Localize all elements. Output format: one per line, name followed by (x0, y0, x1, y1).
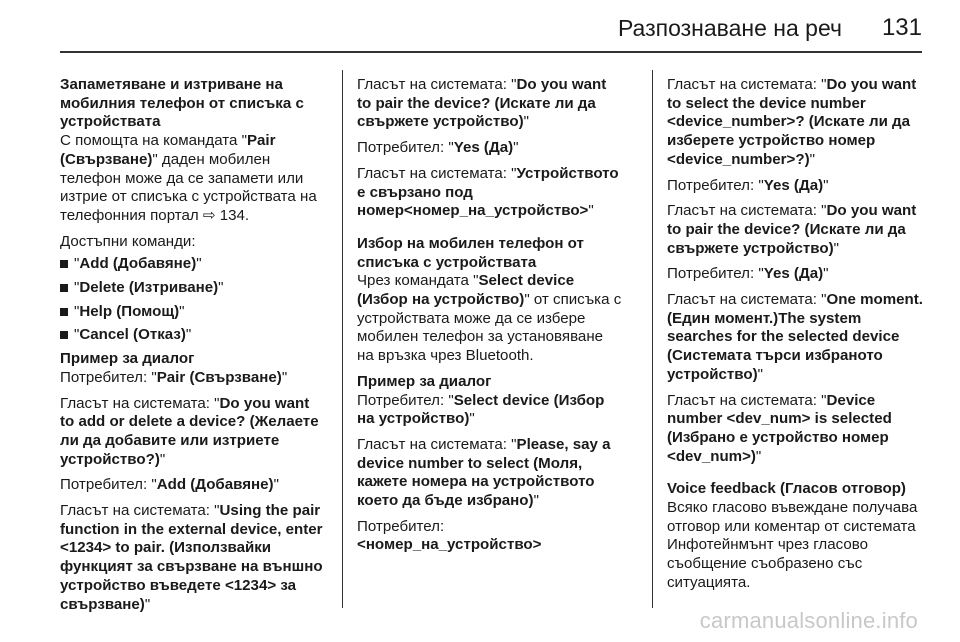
paragraph-voice-feedback: Всяко гласово въвеждане получава отговор или коментар от системата Инфотейнмънт чрез гласово съобщение съобразено със ситуацията. (667, 499, 918, 591)
bullet-icon (60, 260, 68, 268)
page-title: Разпознаване на реч (617, 15, 842, 41)
command: Delete (Изтриване) (79, 279, 219, 297)
commands-label: Достъпни команди: (60, 232, 196, 250)
dialog-line: Гласът на системата: "Do you want to select the device number <device_number>? (Искате ли да изберете устройство номер <device_number>?)" (667, 76, 917, 168)
command: Add (Добавяне) (79, 255, 197, 273)
command: Pair (Свързване) (60, 132, 276, 168)
section-heading-voice-feedback: Voice feedback (Гласов отговор) (667, 480, 906, 498)
page-number: 131 (881, 14, 922, 41)
dialog-line: Гласът на системата: "Device number <dev_num> is selected (Избрано е устройство номер <dev_num>)" (667, 391, 892, 465)
column-2 (357, 76, 623, 562)
text: С помощта на командата " (60, 132, 247, 150)
command: Help (Помощ) (79, 302, 180, 320)
dialog-line: Гласът на системата: "Please, say a device number to select (Моля, кажете номера на устройството което да бъде избрано)" (357, 435, 611, 510)
dialog-line: Гласът на системата: "One moment. (Един момент.)The system searches for the selected device (Системата търси избраното устройство)" (667, 291, 923, 383)
page-header (0, 0, 960, 52)
page-ref: 134. (215, 206, 250, 224)
example-heading: Пример за диалог (357, 372, 492, 390)
dialog-line: Потребител: "Select device (Избор на устройство)" (357, 391, 605, 428)
paragraph-pair (60, 132, 326, 226)
column-1 (60, 76, 326, 621)
bullet-icon (60, 284, 68, 292)
column-divider-2 (652, 70, 653, 608)
arrow-ref-icon: ⇨ (202, 206, 216, 224)
list-item: "Add (Добавяне)" (60, 255, 326, 274)
bullet-icon (60, 331, 68, 339)
example-heading: Пример за диалог (60, 350, 195, 368)
dialog-line: Гласът на системата: "Do you want to pair the device? (Искате ли да свържете устройство)" (667, 202, 917, 257)
dialog-line: Потребител: "Yes (Да)" (667, 265, 829, 283)
text: " даден мобилен телефон може да се запамети или изтрие от списъка с устройствата на телефонния портал (60, 150, 317, 224)
list-item: "Help (Помощ)" (60, 303, 326, 322)
dialog-line: Гласът на системата: "Do you want to pair the device? (Искате ли да свържете устройство)" (357, 76, 607, 131)
section-heading-select: Избор на мобилен телефон от списъка с устройствата (357, 234, 584, 271)
column-divider-1 (342, 70, 343, 608)
section-heading-pair: Запаметяване и изтриване на мобилния телефон от списъка с устройствата (60, 76, 304, 131)
column-3 (667, 76, 925, 600)
commands-list (60, 255, 326, 345)
dialog-line: Потребител: "Yes (Да)" (357, 139, 519, 157)
dialog-line: Потребител: <номер_на_устройство> (357, 517, 542, 554)
dialog-line: Гласът на системата: "Do you want to add or delete a device? (Желаете ли да добавите или изтриете устройство?)" (60, 394, 319, 468)
dialog-line: Гласът на системата: "Устройството е свързано под номер<номер_на_устройство>" (357, 164, 619, 220)
dialog-line: Потребител: "Pair (Свързване)" (60, 368, 288, 386)
list-item: "Delete (Изтриване)" (60, 279, 326, 298)
dialog-line: Потребител: "Yes (Да)" (667, 176, 829, 194)
list-item: "Cancel (Отказ)" (60, 326, 326, 345)
dialog-line: Потребител: "Add (Добавяне)" (60, 476, 279, 494)
watermark: carmanualsonline.info (699, 608, 918, 633)
dialog-line: Гласът на системата: "Using the pair function in the external device, enter <1234> to pair. (Използвайки функцият за свързване на външно устройство въведете <1234> за свързване)" (60, 502, 323, 613)
bullet-icon (60, 308, 68, 316)
header-rule (60, 51, 922, 53)
paragraph-select: Чрез командата "Select device (Избор на устройство)" от списъка с устройствата може да се избере мобилен телефон за установяване на връзка чрез Bluetooth. (357, 272, 622, 365)
command: Cancel (Отказ) (79, 326, 186, 344)
